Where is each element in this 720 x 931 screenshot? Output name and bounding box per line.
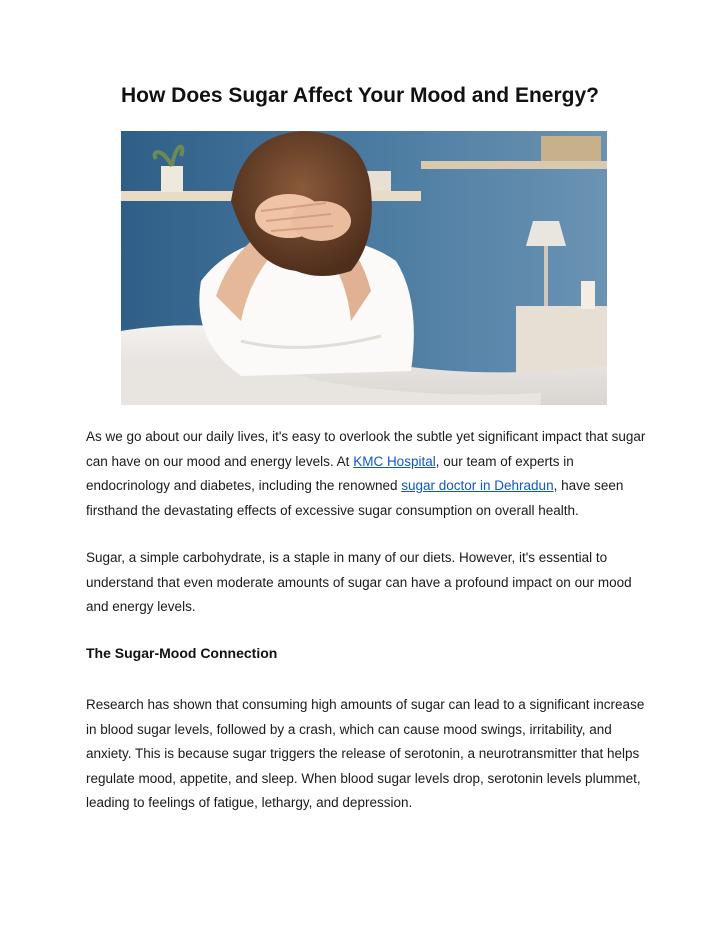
kmc-hospital-link[interactable]: KMC Hospital [353,453,436,469]
page-title: How Does Sugar Affect Your Mood and Energy? [121,84,599,107]
stressed-woman-photo [121,131,607,405]
research-paragraph: Research has shown that consuming high amounts of sugar can lead to a significant increase in blood sugar levels, followed by a crash, which can cause mood swings, irritability, and anxiety. This is because sugar triggers the release of serotonin, a neurotransmitter that helps regulate mood, appetite, and sleep. When blood sugar levels drop, serotonin levels plummet, leading to feelings of fatigue, lethargy, and depression. [86,697,645,810]
intro-text-2: , our team of experts in endocrinology and diabetes, including the renowned [86,453,574,493]
intro-text-3: , have seen firsthand the devastating effects of excessive sugar consumption on overall health. [86,478,624,518]
intro-text-1: As we go about our daily lives, it's easy to overlook the subtle yet significant impact that sugar can have on our mood and energy levels. At [86,429,646,469]
sugar-paragraph: Sugar, a simple carbohydrate, is a staple in many of our diets. However, it's essential to understand that even moderate amounts of sugar can have a profound impact on our mood and energy levels. [86,550,632,614]
section-heading: The Sugar-Mood Connection [86,645,278,661]
intro-paragraph [86,425,646,523]
sugar-doctor-link[interactable]: sugar doctor in Dehradun [401,478,554,493]
